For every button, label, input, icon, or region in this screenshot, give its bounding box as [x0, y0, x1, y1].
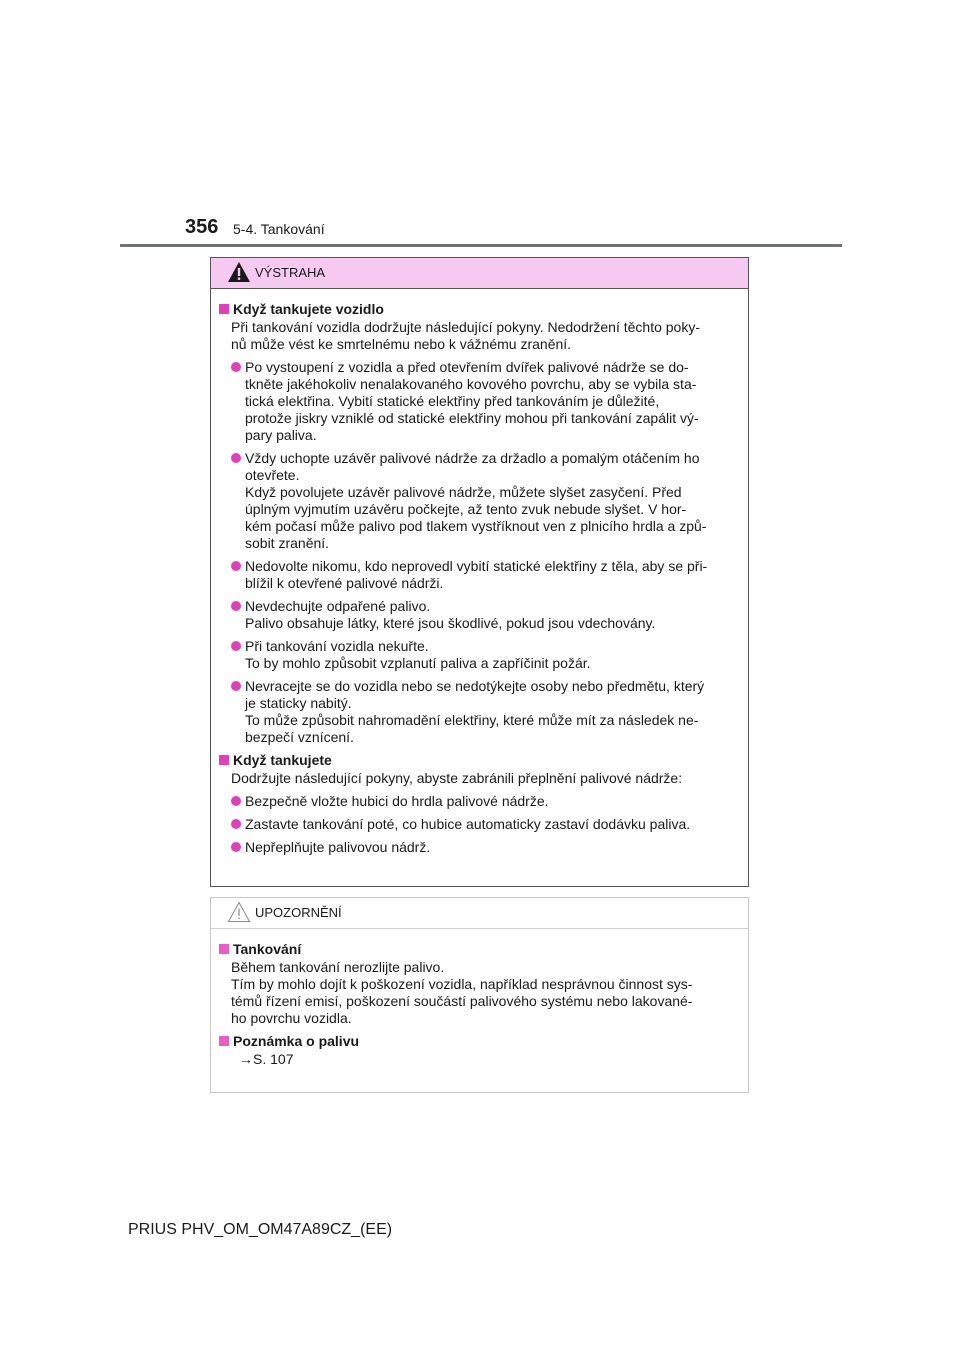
bullet-dot-icon [231, 819, 241, 829]
bullet-dot-icon [231, 561, 241, 571]
text-line: otevřete. [245, 467, 300, 483]
section-heading [219, 1033, 741, 1050]
bullet-dot-icon [231, 796, 241, 806]
warning-body [211, 289, 748, 856]
text-line: ho povrchu vozidla. [231, 1010, 352, 1026]
bullet-dot-icon [231, 842, 241, 852]
bullet-item [219, 598, 741, 632]
bullet-item [219, 793, 741, 810]
text-line: Když povolujete uzávěr palivové nádrže, můžete slyšet zasyčení. Před [245, 484, 682, 500]
text-line: Vždy uchopte uzávěr palivové nádrže za držadlo a pomalým otáčením ho [245, 450, 700, 466]
text-line: bezpečí vznícení. [245, 729, 354, 745]
text-line: nů může vést ke smrtelnému nebo k vážnému zranění. [231, 336, 572, 352]
section-heading [219, 752, 741, 769]
text-line: Palivo obsahuje látky, které jsou škodlivé, pokud jsou vdechovány. [245, 615, 656, 631]
text-line: blížil k otevřené palivové nádrži. [245, 575, 444, 591]
bullet-text [245, 793, 741, 810]
bullet-dot-icon [231, 601, 241, 611]
bullet-dot-icon [231, 362, 241, 372]
text-line: Při tankování vozidla dodržujte následující pokyny. Nedodržení těchto poky- [231, 319, 700, 335]
section-intro [219, 770, 741, 787]
bullet-item [219, 359, 741, 444]
header-rule [120, 244, 842, 247]
bullet-item [219, 450, 741, 552]
bullet-text [245, 839, 741, 856]
section-intro [219, 319, 741, 353]
square-bullet-icon [219, 944, 229, 954]
text-line: Při tankování vozidla nekuřte. [245, 638, 429, 654]
text-line: Dodržujte následující pokyny, abyste zabránili přeplnění palivové nádrže: [231, 770, 683, 786]
text-line: Během tankování nerozlijte palivo. [231, 959, 445, 975]
text-line: Po vystoupení z vozidla a před otevřením dvířek palivové nádrže se do- [245, 359, 689, 375]
bullet-text [245, 816, 741, 833]
bullet-item [219, 816, 741, 833]
bullet-item [219, 558, 741, 592]
square-bullet-icon [219, 304, 229, 314]
bullet-text [245, 638, 741, 672]
text-line: je staticky nabitý. [245, 695, 352, 711]
caution-triangle-icon [227, 901, 251, 923]
warning-box [210, 257, 749, 887]
bullet-text [245, 359, 741, 444]
footer-manual-code: PRIUS PHV_OM_OM47A89CZ_(EE) [128, 1221, 393, 1238]
text-line: Nevdechujte odpařené palivo. [245, 598, 431, 614]
text-line: Nevracejte se do vozidla nebo se nedotýkejte osoby nebo předmětu, který [245, 678, 705, 694]
text-line: To může způsobit nahromadění elektřiny, které může mít za následek ne- [245, 712, 699, 728]
section-heading [219, 301, 741, 318]
section-heading-text: Když tankujete vozidlo [233, 301, 384, 317]
text-line: Nedovolte nikomu, kdo neprovedl vybití statické elektřiny z těla, aby se při- [245, 558, 708, 574]
text-line: tkněte jakéhokoliv nenalakovaného kovového povrchu, aby se vybila sta- [245, 376, 697, 392]
text-line: Zastavte tankování poté, co hubice automaticky zastaví dodávku paliva. [245, 816, 691, 832]
bullet-text [245, 450, 741, 552]
text-line: Tím by mohlo dojít k poškození vozidla, například nesprávnou činnost sys- [231, 976, 693, 992]
text-line: úplným vyjmutím uzávěru počkejte, až tento zvuk nebude slyšet. V hor- [245, 501, 687, 517]
bullet-dot-icon [231, 453, 241, 463]
square-bullet-icon [219, 1036, 229, 1046]
bullet-item [219, 638, 741, 672]
text-line: To by mohlo způsobit vzplanutí paliva a zapříčinit požár. [245, 655, 591, 671]
text-line: kém počasí může palivo pod tlakem vystříknout ven z plnicího hrdla a způ- [245, 518, 707, 534]
square-bullet-icon [219, 755, 229, 765]
page-number: 356 [185, 216, 219, 238]
text-line: pary paliva. [245, 427, 317, 443]
text-line: sobit zranění. [245, 535, 330, 551]
bullet-dot-icon [231, 641, 241, 651]
section-intro [219, 959, 741, 1027]
section-heading-text: Tankování [233, 941, 302, 957]
caution-header [211, 898, 748, 929]
bullet-item [219, 839, 741, 856]
bullet-dot-icon [231, 681, 241, 691]
text-line: Bezpečně vložte hubici do hrdla palivové nádrže. [245, 793, 549, 809]
bullet-text [245, 558, 741, 592]
section-heading-text: Když tankujete [233, 752, 332, 768]
caution-box [210, 897, 749, 1093]
text-line: Nepřeplňujte palivovou nádrž. [245, 839, 431, 855]
bullet-text [245, 678, 741, 746]
section-heading-text: Poznámka o palivu [233, 1033, 360, 1049]
page-reference: →S. 107 [239, 1051, 294, 1067]
section-title: 5-4. Tankování [233, 221, 325, 237]
bullet-text [245, 598, 741, 632]
warning-title: VÝSTRAHA [255, 265, 326, 280]
bullet-item [219, 678, 741, 746]
caution-body [211, 929, 748, 1068]
warning-triangle-icon [227, 261, 251, 283]
text-line: tická elektřina. Vybití statické elektřiny před tankováním je důležité, [245, 393, 660, 409]
caution-title: UPOZORNĚNÍ [255, 905, 342, 920]
text-line: protože jiskry vzniklé od statické elektřiny mohou při tankování zapálit vý- [245, 410, 699, 426]
text-line: témů řízení emisí, poškození součástí palivového systému nebo lakované- [231, 993, 693, 1009]
section-heading [219, 941, 741, 958]
warning-header [211, 258, 748, 289]
